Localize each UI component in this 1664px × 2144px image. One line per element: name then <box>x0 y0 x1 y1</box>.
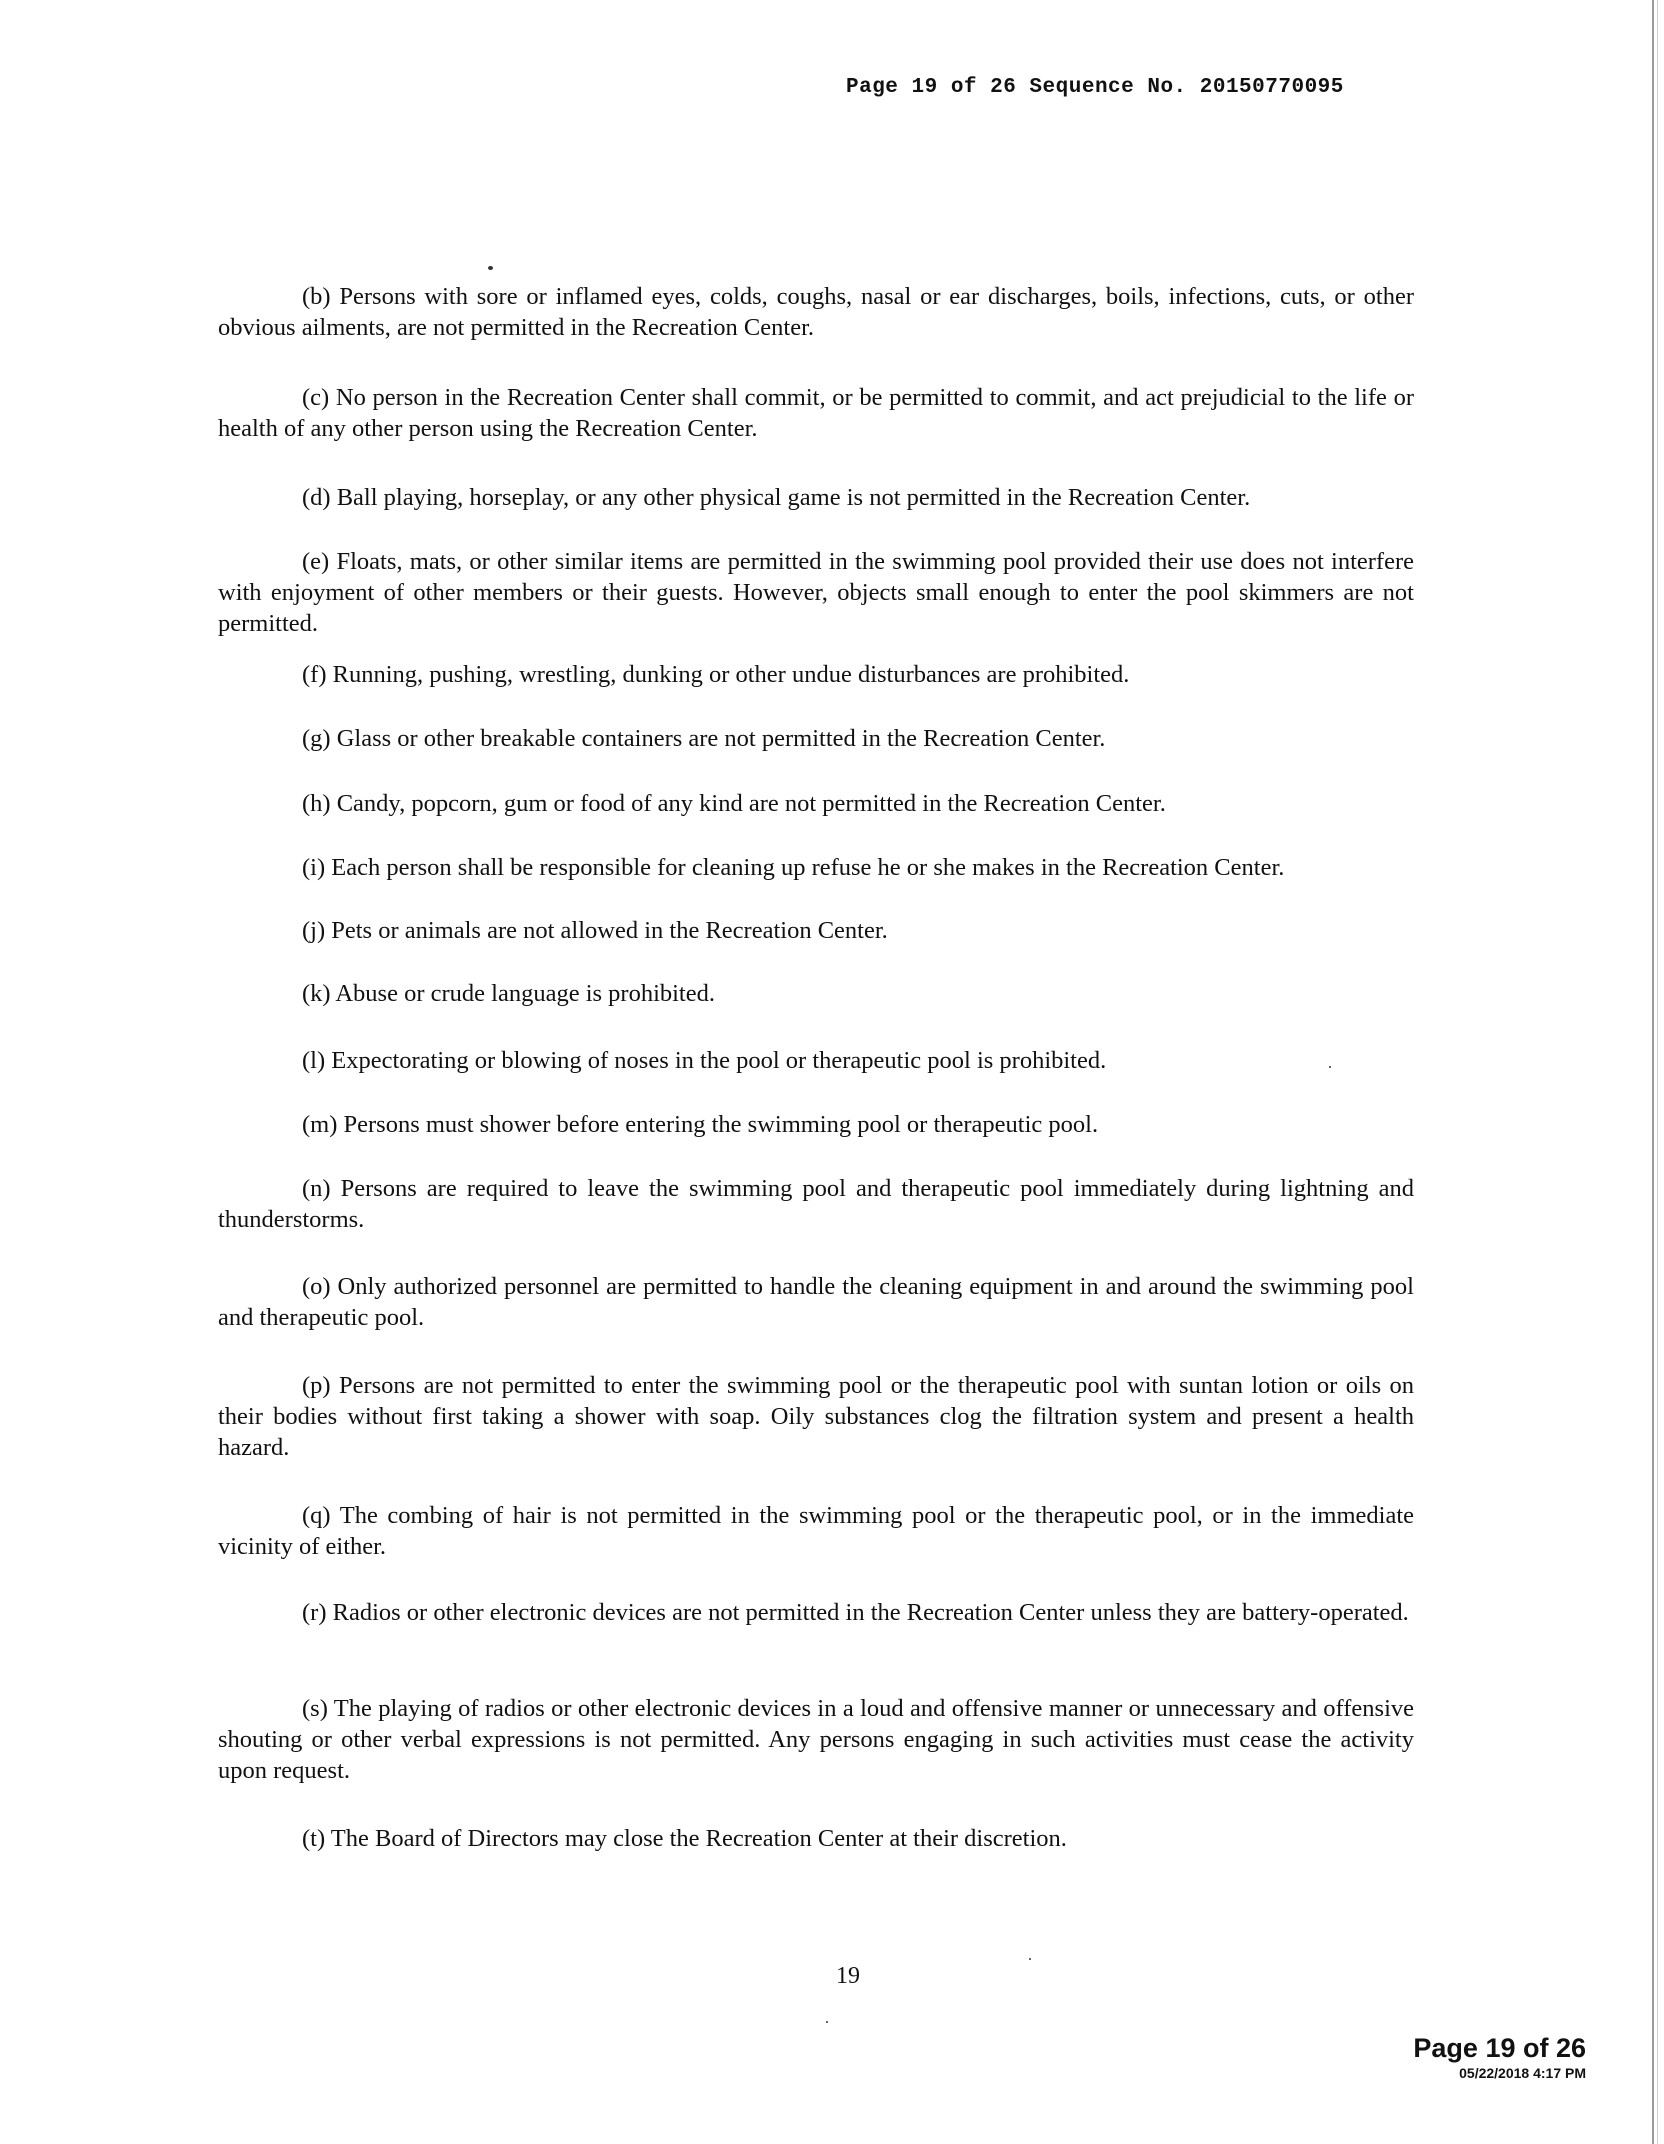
scan-edge-line-faint <box>1657 0 1658 2144</box>
rule-h: (h) Candy, popcorn, gum or food of any kind are not permitted in the Recreation Center. <box>302 790 1166 817</box>
rule-l: (l) Expectorating or blowing of noses in the pool or therapeutic pool is prohibited. <box>302 1047 1107 1074</box>
rule-i: (i) Each person shall be responsible for cleaning up refuse he or she makes in the Recreation Center. <box>302 854 1285 881</box>
footer-page-label: Page 19 of 26 <box>1413 2033 1586 2063</box>
footer-stamp <box>1413 2032 1586 2082</box>
rule-r: (r) Radios or other electronic devices are not permitted in the Recreation Center unless they are battery-operated. <box>302 1599 1409 1626</box>
rule-d: (d) Ball playing, horseplay, or any other physical game is not permitted in the Recreation Center. <box>302 484 1251 511</box>
rule-s: (s) The playing of radios or other electronic devices in a loud and offensive manner or unnecessary and offensive shouting or other verbal expressions is not permitted. Any persons engaging in such activities must cease the activity upon request. <box>218 1695 1414 1784</box>
scan-speck <box>1029 1958 1031 1960</box>
rule-q: (q) The combing of hair is not permitted in the swimming pool or the therapeutic pool, or in the immediate vicinity of either. <box>218 1502 1414 1560</box>
rule-o: (o) Only authorized personnel are permitted to handle the cleaning equipment in and around the swimming pool and therapeutic pool. <box>218 1273 1414 1331</box>
rule-f: (f) Running, pushing, wrestling, dunking or other undue disturbances are prohibited. <box>302 661 1130 688</box>
scan-speck <box>488 266 493 270</box>
page-number: 19 <box>836 1963 860 1989</box>
rule-e: (e) Floats, mats, or other similar items are permitted in the swimming pool provided their use does not interfere with enjoyment of other members or their guests. However, objects small enough to enter the pool skimmers are not permitted. <box>218 548 1414 637</box>
rule-t: (t) The Board of Directors may close the Recreation Center at their discretion. <box>302 1825 1067 1852</box>
rule-n: (n) Persons are required to leave the swimming pool and therapeutic pool immediately during lightning and thunderstorms. <box>218 1175 1414 1233</box>
rule-k: (k) Abuse or crude language is prohibited. <box>302 980 715 1007</box>
rule-c: (c) No person in the Recreation Center shall commit, or be permitted to commit, and act prejudicial to the life or health of any other person using the Recreation Center. <box>218 384 1414 442</box>
rule-m: (m) Persons must shower before entering the swimming pool or therapeutic pool. <box>302 1111 1099 1138</box>
rule-p: (p) Persons are not permitted to enter the swimming pool or the therapeutic pool with suntan lotion or oils on their bodies without first taking a shower with soap. Oily substances clog the filtration system and present a health hazard. <box>218 1372 1414 1461</box>
rule-j: (j) Pets or animals are not allowed in the Recreation Center. <box>302 917 888 944</box>
sequence-header: Page 19 of 26 Sequence No. 20150770095 <box>846 76 1344 99</box>
footer-timestamp: 05/22/2018 4:17 PM <box>1459 2065 1586 2081</box>
rule-g: (g) Glass or other breakable containers are not permitted in the Recreation Center. <box>302 725 1106 752</box>
rule-b: (b) Persons with sore or inflamed eyes, colds, coughs, nasal or ear discharges, boils, infections, cuts, or other obvious ailments, are not permitted in the Recreation Center. <box>218 283 1414 341</box>
scan-speck <box>826 2021 828 2023</box>
scan-edge-line <box>1652 0 1654 2144</box>
